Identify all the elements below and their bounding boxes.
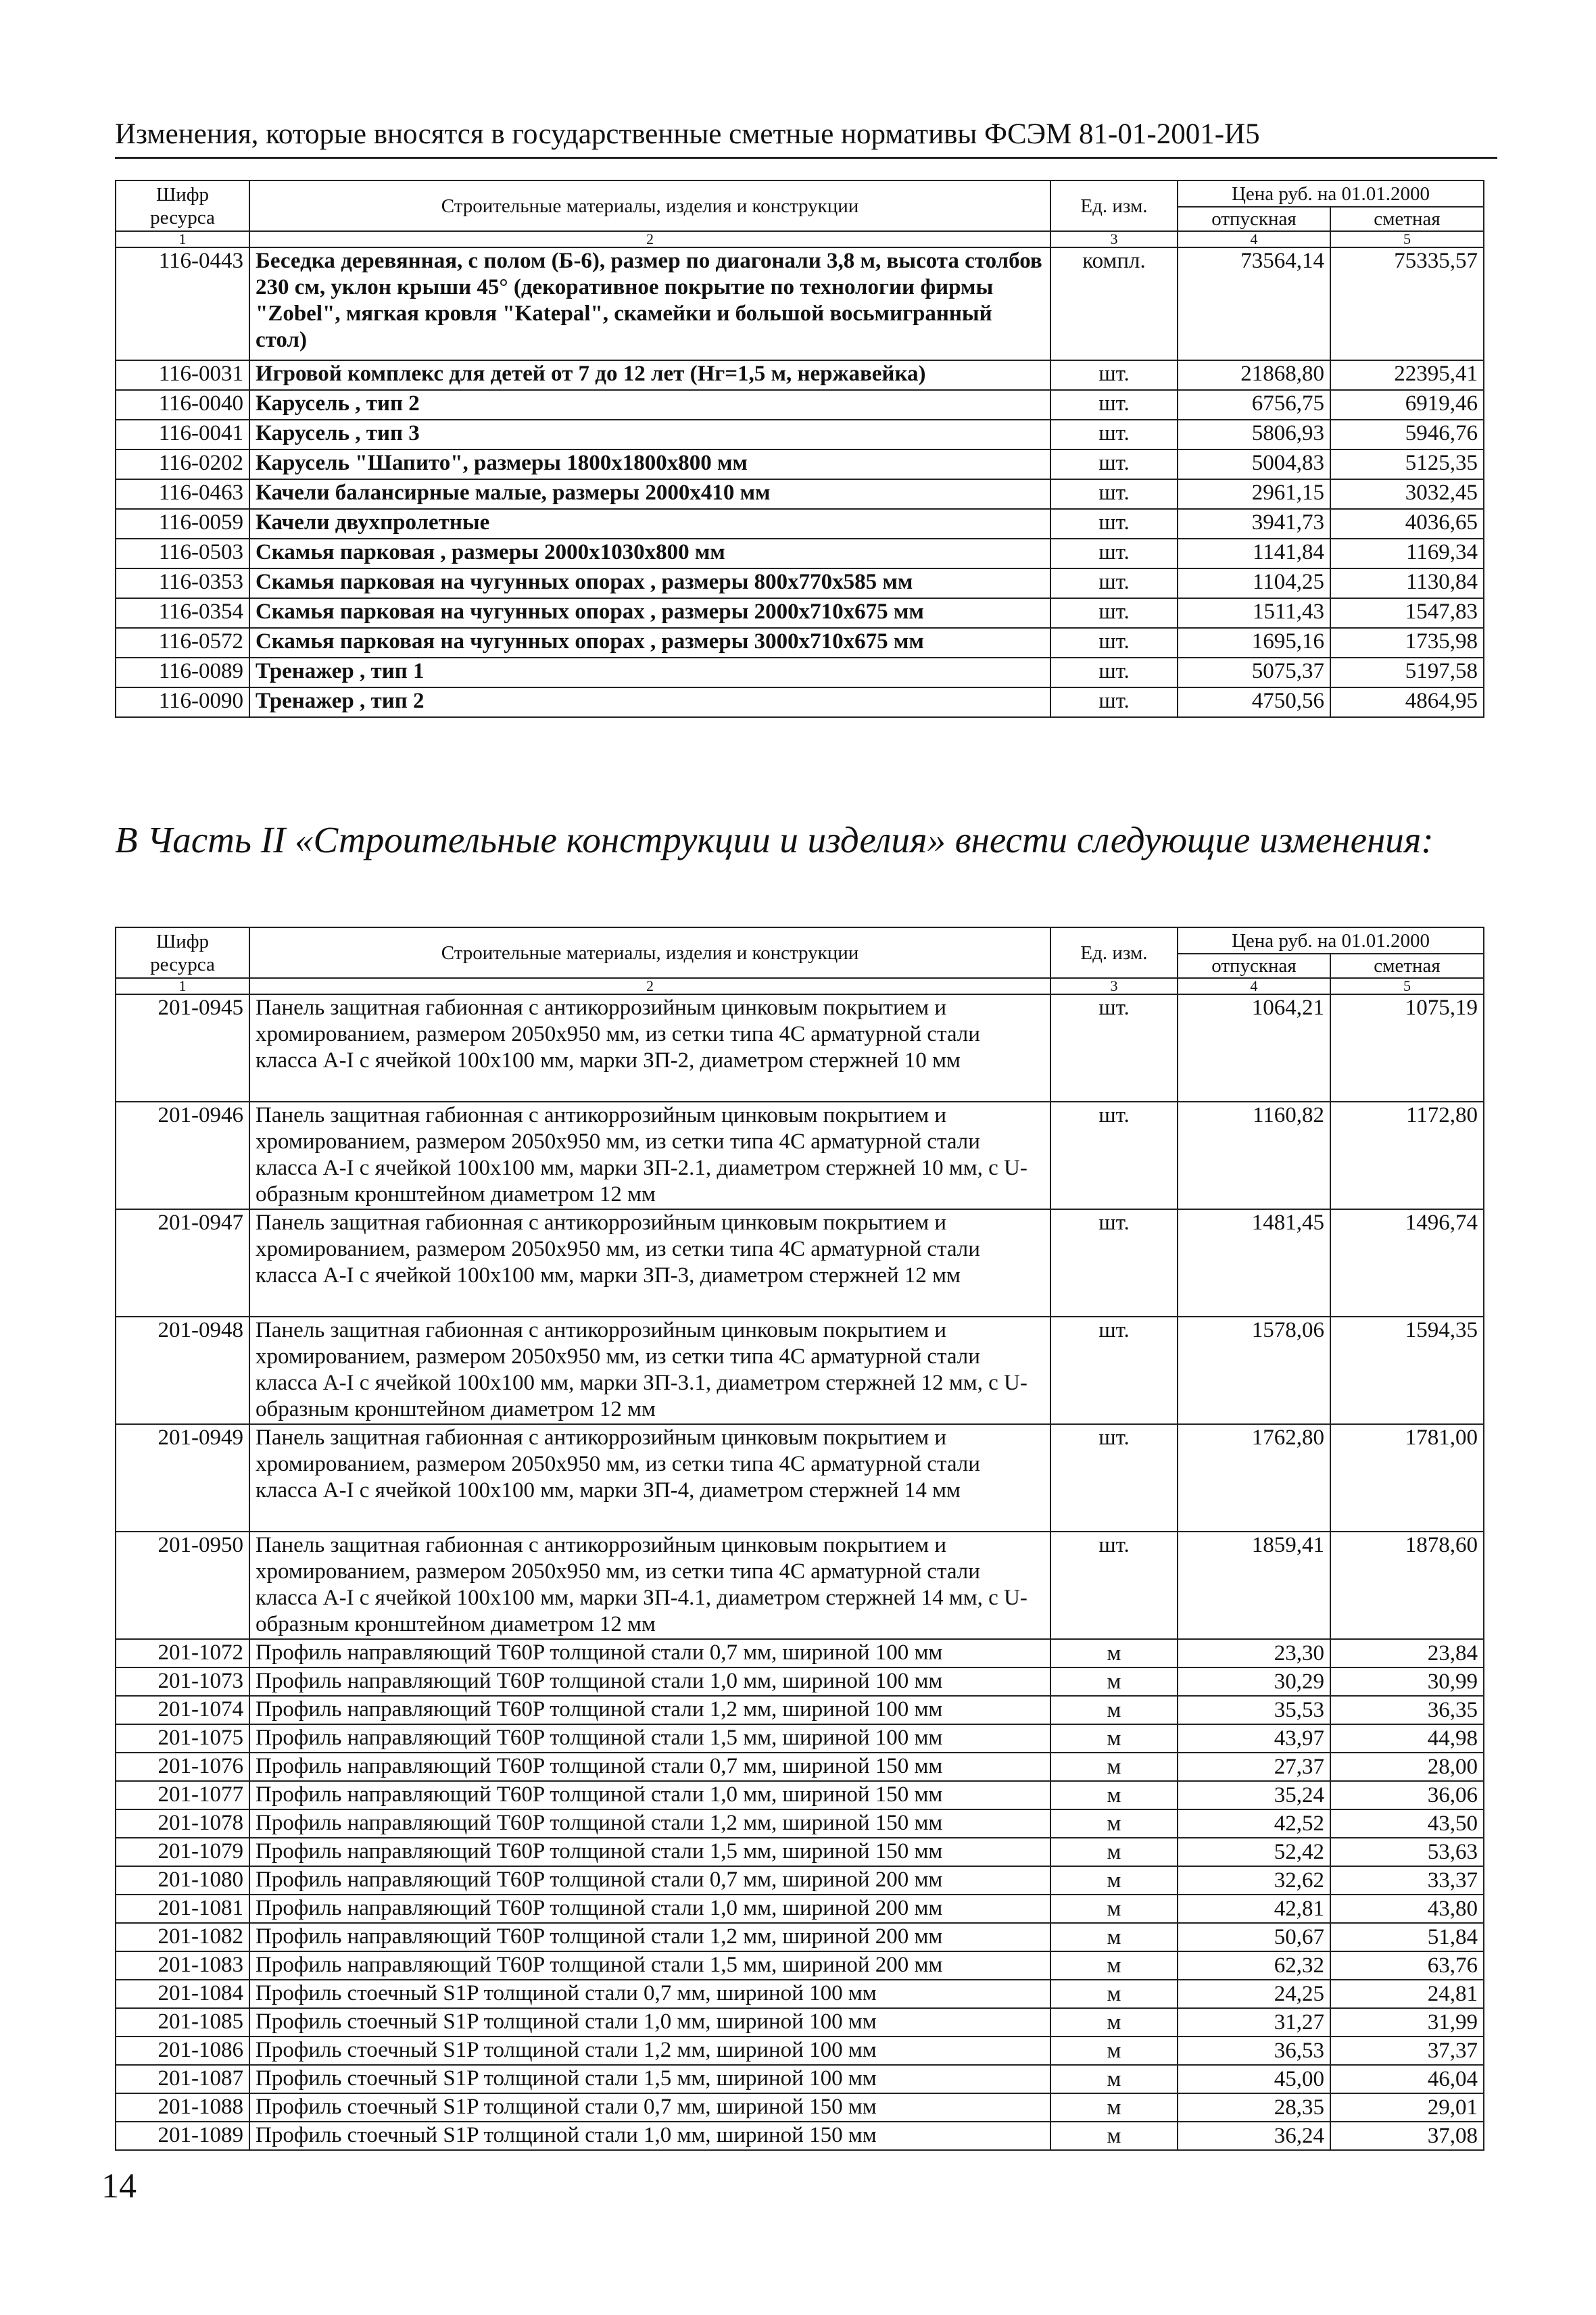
cell-price-release: 42,81 [1178, 1895, 1330, 1923]
cell-name: Профиль направляющий T60P толщиной стали 1,5 мм, шириной 150 мм [249, 1838, 1050, 1866]
cell-price-release: 1578,06 [1178, 1317, 1330, 1424]
cell-code: 201-1084 [116, 1980, 249, 2008]
cell-price-release: 4750,56 [1178, 687, 1330, 717]
cell-name: Панель защитная габионная с антикоррозийным цинковым покрытием и хромированием, размером 2050x950 мм, из сетки типа 4С арматурной стали класса А-I с ячейкой 100x100 мм, марки ЗП-2.1, диаметром стержней 10 мм, с U-образным кронштейном диаметром 12 мм [249, 1102, 1050, 1209]
cell-price-release: 36,24 [1178, 2122, 1330, 2150]
col-number: 4 [1178, 978, 1330, 994]
cell-name: Скамья парковая на чугунных опорах , размеры 3000x710x675 мм [249, 628, 1050, 658]
cell-name: Панель защитная габионная с антикоррозийным цинковым покрытием и хромированием, размером 2050x950 мм, из сетки типа 4С арматурной стали класса А-I с ячейкой 100x100 мм, марки ЗП-4, диаметром стержней 14 мм [249, 1424, 1050, 1532]
col-number: 5 [1330, 231, 1484, 247]
cell-code: 201-1081 [116, 1895, 249, 1923]
table-row [116, 1667, 1484, 1696]
cell-price-estimate: 1075,19 [1330, 994, 1484, 1102]
cell-price-release: 27,37 [1178, 1753, 1330, 1781]
cell-name: Профиль направляющий T60P толщиной стали 1,2 мм, шириной 200 мм [249, 1923, 1050, 1951]
col-number: 3 [1050, 231, 1178, 247]
cell-price-estimate: 3032,45 [1330, 479, 1484, 509]
cell-code: 116-0202 [116, 449, 249, 479]
cell-price-estimate: 30,99 [1330, 1667, 1484, 1696]
cell-code: 116-0572 [116, 628, 249, 658]
cell-unit: м [1050, 1951, 1178, 1980]
cell-price-release: 35,24 [1178, 1781, 1330, 1809]
cell-price-estimate: 1735,98 [1330, 628, 1484, 658]
cell-price-release: 21868,80 [1178, 360, 1330, 390]
cell-name: Тренажер , тип 2 [249, 687, 1050, 717]
table-row [116, 2093, 1484, 2122]
cell-price-release: 1511,43 [1178, 598, 1330, 628]
cell-price-estimate: 22395,41 [1330, 360, 1484, 390]
cell-unit: м [1050, 2037, 1178, 2065]
cell-code: 201-1088 [116, 2093, 249, 2122]
table-row [116, 479, 1484, 509]
col-header-unit: Ед. изм. [1050, 927, 1178, 978]
cell-name: Панель защитная габионная с антикоррозийным цинковым покрытием и хромированием, размером 2050x950 мм, из сетки типа 4С арматурной стали класса А-I с ячейкой 100x100 мм, марки ЗП-3, диаметром стержней 12 мм [249, 1209, 1050, 1317]
cell-name: Профиль стоечный S1P толщиной стали 0,7 мм, шириной 100 мм [249, 1980, 1050, 2008]
cell-unit: шт. [1050, 390, 1178, 420]
cell-unit: шт. [1050, 598, 1178, 628]
cell-code: 201-1074 [116, 1696, 249, 1724]
cell-unit: шт. [1050, 479, 1178, 509]
page-number: 14 [101, 2167, 137, 2206]
cell-unit: шт. [1050, 1102, 1178, 1209]
cell-price-estimate: 5946,76 [1330, 420, 1484, 449]
section-title: В Часть II «Строительные конструкции и изделия» внести следующие изменения: [115, 819, 1434, 860]
cell-name: Качели двухпролетные [249, 509, 1050, 539]
cell-price-estimate: 24,81 [1330, 1980, 1484, 2008]
table-row [116, 1639, 1484, 1667]
cell-price-estimate: 37,37 [1330, 2037, 1484, 2065]
table-row [116, 1895, 1484, 1923]
table-row [116, 449, 1484, 479]
cell-code: 201-1089 [116, 2122, 249, 2150]
cell-price-estimate: 1594,35 [1330, 1317, 1484, 1424]
col-number: 2 [249, 978, 1050, 994]
cell-price-release: 1481,45 [1178, 1209, 1330, 1317]
table-row [116, 1724, 1484, 1753]
cell-price-release: 31,27 [1178, 2008, 1330, 2037]
cell-price-estimate: 1169,34 [1330, 539, 1484, 568]
cell-code: 116-0463 [116, 479, 249, 509]
cell-name: Профиль направляющий T60P толщиной стали 0,7 мм, шириной 150 мм [249, 1753, 1050, 1781]
cell-price-estimate: 5125,35 [1330, 449, 1484, 479]
cell-price-estimate: 31,99 [1330, 2008, 1484, 2037]
cell-unit: шт. [1050, 539, 1178, 568]
cell-code: 201-0949 [116, 1424, 249, 1532]
cell-price-estimate: 46,04 [1330, 2065, 1484, 2093]
cell-name: Скамья парковая , размеры 2000x1030x800 мм [249, 539, 1050, 568]
cell-price-release: 1762,80 [1178, 1424, 1330, 1532]
cell-price-estimate: 5197,58 [1330, 658, 1484, 687]
cell-price-release: 23,30 [1178, 1639, 1330, 1667]
table-row [116, 247, 1484, 360]
cell-name: Профиль стоечный S1P толщиной стали 0,7 мм, шириной 150 мм [249, 2093, 1050, 2122]
cell-price-estimate: 43,80 [1330, 1895, 1484, 1923]
table-row [116, 598, 1484, 628]
cell-price-release: 43,97 [1178, 1724, 1330, 1753]
cell-price-estimate: 1781,00 [1330, 1424, 1484, 1532]
cell-name: Профиль направляющий T60P толщиной стали 1,2 мм, шириной 150 мм [249, 1809, 1050, 1838]
cell-price-estimate: 43,50 [1330, 1809, 1484, 1838]
cell-price-estimate: 4864,95 [1330, 687, 1484, 717]
col-number: 2 [249, 231, 1050, 247]
cell-price-estimate: 28,00 [1330, 1753, 1484, 1781]
cell-code: 116-0040 [116, 390, 249, 420]
cell-name: Профиль направляющий T60P толщиной стали 1,0 мм, шириной 100 мм [249, 1667, 1050, 1696]
col-number: 5 [1330, 978, 1484, 994]
cell-price-release: 28,35 [1178, 2093, 1330, 2122]
table-row [116, 1809, 1484, 1838]
cell-price-estimate: 29,01 [1330, 2093, 1484, 2122]
cell-unit: м [1050, 1980, 1178, 2008]
col-number: 3 [1050, 978, 1178, 994]
cell-price-estimate: 36,06 [1330, 1781, 1484, 1809]
table-row [116, 509, 1484, 539]
cell-price-release: 1064,21 [1178, 994, 1330, 1102]
col-header-estimate: сметная [1330, 954, 1484, 978]
cell-price-estimate: 1547,83 [1330, 598, 1484, 628]
col-header-price: Цена руб. на 01.01.2000 [1178, 180, 1484, 207]
table-row [116, 360, 1484, 390]
table-row [116, 390, 1484, 420]
col-header-unit: Ед. изм. [1050, 180, 1178, 231]
cell-name: Профиль стоечный S1P толщиной стали 1,2 мм, шириной 100 мм [249, 2037, 1050, 2065]
table-row [116, 1951, 1484, 1980]
table-row [116, 1980, 1484, 2008]
cell-code: 116-0089 [116, 658, 249, 687]
cell-price-estimate: 75335,57 [1330, 247, 1484, 360]
table-row [116, 1696, 1484, 1724]
cell-price-estimate: 1496,74 [1330, 1209, 1484, 1317]
cell-unit: м [1050, 1866, 1178, 1895]
cell-price-release: 73564,14 [1178, 247, 1330, 360]
cell-price-release: 1695,16 [1178, 628, 1330, 658]
cell-price-estimate: 33,37 [1330, 1866, 1484, 1895]
cell-code: 201-1080 [116, 1866, 249, 1895]
cell-unit: шт. [1050, 994, 1178, 1102]
cell-price-estimate: 1878,60 [1330, 1532, 1484, 1639]
cell-name: Скамья парковая на чугунных опорах , размеры 2000x710x675 мм [249, 598, 1050, 628]
cell-price-release: 1104,25 [1178, 568, 1330, 598]
table-row [116, 1532, 1484, 1639]
table-row [116, 2065, 1484, 2093]
cell-name: Скамья парковая на чугунных опорах , размеры 800x770x585 мм [249, 568, 1050, 598]
cell-price-release: 5075,37 [1178, 658, 1330, 687]
cell-code: 201-0947 [116, 1209, 249, 1317]
cell-price-estimate: 23,84 [1330, 1639, 1484, 1667]
cell-code: 201-0945 [116, 994, 249, 1102]
cell-name: Игровой комплекс для детей от 7 до 12 лет (Hг=1,5 м, нержавейка) [249, 360, 1050, 390]
cell-name: Беседка деревянная, с полом (Б-6), размер по диагонали 3,8 м, высота столбов 230 см, уклон крыши 45° (декоративное покрытие по технологии фирмы "Zobel", мягкая кровля "Katepal", скамейки и большой восьмигранный стол) [249, 247, 1050, 360]
col-header-price: Цена руб. на 01.01.2000 [1178, 927, 1484, 954]
cell-name: Профиль направляющий T60P толщиной стали 1,5 мм, шириной 200 мм [249, 1951, 1050, 1980]
cell-unit: шт. [1050, 658, 1178, 687]
cell-unit: м [1050, 1923, 1178, 1951]
table-row [116, 2008, 1484, 2037]
cell-price-release: 35,53 [1178, 1696, 1330, 1724]
cell-price-release: 45,00 [1178, 2065, 1330, 2093]
col-header-code: Шифр ресурса [116, 927, 249, 978]
table-row [116, 658, 1484, 687]
cell-code: 116-0353 [116, 568, 249, 598]
cell-code: 201-1078 [116, 1809, 249, 1838]
cell-price-release: 32,62 [1178, 1866, 1330, 1895]
table-row [116, 994, 1484, 1102]
cell-name: Профиль направляющий T60P толщиной стали 1,0 мм, шириной 200 мм [249, 1895, 1050, 1923]
cell-unit: шт. [1050, 1209, 1178, 1317]
running-header: Изменения, которые вносятся в государственные сметные нормативы ФСЭМ 81-01-2001-И5 [115, 118, 1260, 150]
table-row [116, 1838, 1484, 1866]
cell-code: 201-1073 [116, 1667, 249, 1696]
cell-unit: м [1050, 2008, 1178, 2037]
cell-name: Профиль направляющий T60P толщиной стали 1,2 мм, шириной 100 мм [249, 1696, 1050, 1724]
cell-price-estimate: 53,63 [1330, 1838, 1484, 1866]
cell-code: 116-0059 [116, 509, 249, 539]
col-header-name: Строительные материалы, изделия и конструкции [249, 180, 1050, 231]
cell-unit: м [1050, 1838, 1178, 1866]
cell-name: Панель защитная габионная с антикоррозийным цинковым покрытием и хромированием, размером 2050x950 мм, из сетки типа 4С арматурной стали класса А-I с ячейкой 100x100 мм, марки ЗП-4.1, диаметром стержней 14 мм, с U-образным кронштейном диаметром 12 мм [249, 1532, 1050, 1639]
table-row [116, 1753, 1484, 1781]
table-row [116, 1102, 1484, 1209]
cell-unit: м [1050, 1781, 1178, 1809]
cell-unit: шт. [1050, 628, 1178, 658]
cell-price-estimate: 1130,84 [1330, 568, 1484, 598]
col-header-name: Строительные материалы, изделия и конструкции [249, 927, 1050, 978]
cell-price-release: 62,32 [1178, 1951, 1330, 1980]
table-row [116, 1866, 1484, 1895]
cell-unit: м [1050, 1895, 1178, 1923]
cell-unit: шт. [1050, 449, 1178, 479]
cell-price-release: 2961,15 [1178, 479, 1330, 509]
cell-price-estimate: 36,35 [1330, 1696, 1484, 1724]
cell-price-release: 5004,83 [1178, 449, 1330, 479]
cell-name: Тренажер , тип 1 [249, 658, 1050, 687]
cell-price-estimate: 4036,65 [1330, 509, 1484, 539]
cell-unit: шт. [1050, 509, 1178, 539]
cell-price-release: 24,25 [1178, 1980, 1330, 2008]
col-header-release: отпускная [1178, 207, 1330, 231]
cell-name: Профиль направляющий T60P толщиной стали 0,7 мм, шириной 200 мм [249, 1866, 1050, 1895]
cell-name: Карусель , тип 2 [249, 390, 1050, 420]
table-row [116, 1923, 1484, 1951]
cell-code: 116-0354 [116, 598, 249, 628]
cell-name: Профиль стоечный S1P толщиной стали 1,0 мм, шириной 150 мм [249, 2122, 1050, 2150]
table-row [116, 2037, 1484, 2065]
cell-name: Качели балансирные малые, размеры 2000x410 мм [249, 479, 1050, 509]
cell-unit: м [1050, 2065, 1178, 2093]
cell-unit: шт. [1050, 1317, 1178, 1424]
cell-price-estimate: 1172,80 [1330, 1102, 1484, 1209]
cell-unit: шт. [1050, 1424, 1178, 1532]
cell-name: Профиль стоечный S1P толщиной стали 1,5 мм, шириной 100 мм [249, 2065, 1050, 2093]
cell-price-release: 1160,82 [1178, 1102, 1330, 1209]
cell-code: 116-0090 [116, 687, 249, 717]
table-row [116, 628, 1484, 658]
cell-price-release: 3941,73 [1178, 509, 1330, 539]
cell-unit: шт. [1050, 1532, 1178, 1639]
cell-code: 116-0443 [116, 247, 249, 360]
cell-price-release: 42,52 [1178, 1809, 1330, 1838]
cell-code: 201-1079 [116, 1838, 249, 1866]
cell-code: 201-1082 [116, 1923, 249, 1951]
col-number: 4 [1178, 231, 1330, 247]
cell-name: Карусель "Шапито", размеры 1800x1800x800 мм [249, 449, 1050, 479]
cell-code: 201-0946 [116, 1102, 249, 1209]
cell-unit: м [1050, 1696, 1178, 1724]
table-row [116, 539, 1484, 568]
cell-price-release: 30,29 [1178, 1667, 1330, 1696]
table-row [116, 2122, 1484, 2150]
col-header-code: Шифр ресурса [116, 180, 249, 231]
cell-code: 201-1087 [116, 2065, 249, 2093]
cell-name: Профиль направляющий T60P толщиной стали 1,5 мм, шириной 100 мм [249, 1724, 1050, 1753]
cell-code: 201-1072 [116, 1639, 249, 1667]
cell-price-release: 1859,41 [1178, 1532, 1330, 1639]
cell-unit: м [1050, 1667, 1178, 1696]
cell-unit: шт. [1050, 687, 1178, 717]
materials-table-1 [115, 180, 1484, 718]
table-row [116, 1209, 1484, 1317]
cell-code: 116-0041 [116, 420, 249, 449]
cell-price-estimate: 6919,46 [1330, 390, 1484, 420]
cell-code: 201-1083 [116, 1951, 249, 1980]
col-number: 1 [116, 231, 249, 247]
cell-price-estimate: 37,08 [1330, 2122, 1484, 2150]
col-number: 1 [116, 978, 249, 994]
cell-unit: шт. [1050, 420, 1178, 449]
cell-unit: м [1050, 2093, 1178, 2122]
cell-name: Профиль направляющий T60P толщиной стали 0,7 мм, шириной 100 мм [249, 1639, 1050, 1667]
cell-unit: м [1050, 2122, 1178, 2150]
col-header-release: отпускная [1178, 954, 1330, 978]
cell-price-release: 1141,84 [1178, 539, 1330, 568]
header-rule [115, 157, 1497, 159]
cell-price-release: 36,53 [1178, 2037, 1330, 2065]
cell-unit: м [1050, 1753, 1178, 1781]
cell-name: Профиль стоечный S1P толщиной стали 1,0 мм, шириной 100 мм [249, 2008, 1050, 2037]
cell-name: Панель защитная габионная с антикоррозийным цинковым покрытием и хромированием, размером 2050x950 мм, из сетки типа 4С арматурной стали класса А-I с ячейкой 100x100 мм, марки ЗП-3.1, диаметром стержней 12 мм, с U-образным кронштейном диаметром 12 мм [249, 1317, 1050, 1424]
cell-code: 201-1085 [116, 2008, 249, 2037]
table-row [116, 1781, 1484, 1809]
cell-code: 201-1076 [116, 1753, 249, 1781]
table-row [116, 687, 1484, 717]
cell-price-estimate: 44,98 [1330, 1724, 1484, 1753]
cell-price-release: 5806,93 [1178, 420, 1330, 449]
cell-code: 116-0503 [116, 539, 249, 568]
cell-unit: м [1050, 1724, 1178, 1753]
cell-code: 201-0950 [116, 1532, 249, 1639]
cell-code: 116-0031 [116, 360, 249, 390]
table-row [116, 568, 1484, 598]
cell-unit: шт. [1050, 360, 1178, 390]
cell-price-release: 50,67 [1178, 1923, 1330, 1951]
cell-name: Карусель , тип 3 [249, 420, 1050, 449]
materials-table-2 [115, 927, 1484, 2151]
cell-unit: м [1050, 1809, 1178, 1838]
cell-code: 201-1077 [116, 1781, 249, 1809]
cell-unit: шт. [1050, 568, 1178, 598]
cell-name: Профиль направляющий T60P толщиной стали 1,0 мм, шириной 150 мм [249, 1781, 1050, 1809]
cell-price-release: 6756,75 [1178, 390, 1330, 420]
col-header-estimate: сметная [1330, 207, 1484, 231]
table-row [116, 420, 1484, 449]
cell-code: 201-1086 [116, 2037, 249, 2065]
cell-name: Панель защитная габионная с антикоррозийным цинковым покрытием и хромированием, размером 2050x950 мм, из сетки типа 4С арматурной стали класса А-I с ячейкой 100x100 мм, марки ЗП-2, диаметром стержней 10 мм [249, 994, 1050, 1102]
cell-code: 201-0948 [116, 1317, 249, 1424]
cell-code: 201-1075 [116, 1724, 249, 1753]
table-row [116, 1424, 1484, 1532]
table-row [116, 1317, 1484, 1424]
cell-price-estimate: 51,84 [1330, 1923, 1484, 1951]
cell-price-estimate: 63,76 [1330, 1951, 1484, 1980]
cell-unit: м [1050, 1639, 1178, 1667]
cell-price-release: 52,42 [1178, 1838, 1330, 1866]
cell-unit: компл. [1050, 247, 1178, 360]
